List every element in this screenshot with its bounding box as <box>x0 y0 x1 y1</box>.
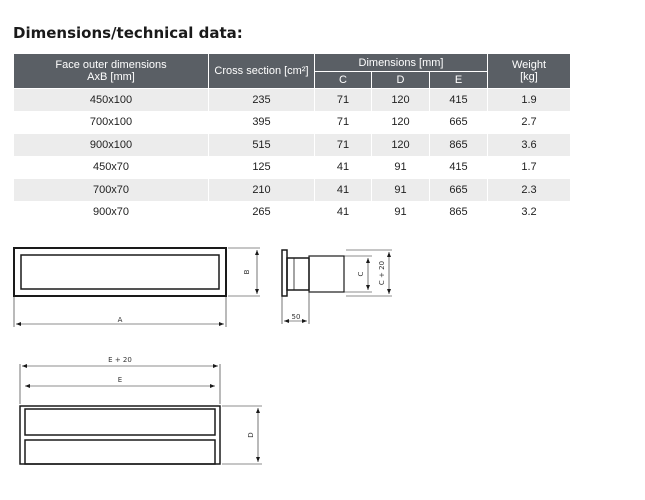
cell-face: 450x100 <box>14 89 209 112</box>
cell-face: 450x70 <box>14 156 209 179</box>
dim-label-e: E <box>117 376 123 384</box>
cell-face: 900x100 <box>14 134 209 157</box>
cell-cross: 210 <box>209 179 315 202</box>
cell-weight: 2.7 <box>488 111 571 134</box>
cell-e: 865 <box>430 134 488 157</box>
cell-d: 120 <box>372 134 430 157</box>
header-e: E <box>430 72 488 89</box>
cell-face: 700x70 <box>14 179 209 202</box>
cell-c: 71 <box>315 134 372 157</box>
cell-d: 91 <box>372 156 430 179</box>
front-face-view <box>14 248 260 327</box>
cell-weight: 1.9 <box>488 89 571 112</box>
dim-label-c-plus-20: C + 20 <box>378 260 386 286</box>
cell-c: 41 <box>315 179 372 202</box>
cell-weight: 1.7 <box>488 156 571 179</box>
length-view <box>20 364 262 464</box>
header-cross-section: Cross section [cm²] <box>209 54 315 89</box>
dim-label-50: 50 <box>291 313 301 321</box>
header-c: C <box>315 72 372 89</box>
cell-e: 415 <box>430 156 488 179</box>
cell-cross: 125 <box>209 156 315 179</box>
cell-d: 120 <box>372 89 430 112</box>
cell-face: 900x70 <box>14 201 209 224</box>
dim-label-b: B <box>243 269 251 275</box>
cell-weight: 2.3 <box>488 179 571 202</box>
cell-e: 665 <box>430 179 488 202</box>
cell-cross: 235 <box>209 89 315 112</box>
cell-e: 865 <box>430 201 488 224</box>
cell-c: 71 <box>315 89 372 112</box>
cell-cross: 265 <box>209 201 315 224</box>
cell-d: 91 <box>372 201 430 224</box>
cell-d: 120 <box>372 111 430 134</box>
cell-c: 41 <box>315 201 372 224</box>
header-d: D <box>372 72 430 89</box>
cell-d: 91 <box>372 179 430 202</box>
dim-label-e-plus-20: E + 20 <box>108 356 132 364</box>
cell-e: 415 <box>430 89 488 112</box>
cell-cross: 395 <box>209 111 315 134</box>
dim-label-d: D <box>247 432 255 438</box>
dim-label-c: C <box>357 271 365 277</box>
cell-c: 41 <box>315 156 372 179</box>
cell-weight: 3.2 <box>488 201 571 224</box>
header-weight: Weight [kg] <box>488 54 571 89</box>
dim-label-a: A <box>117 316 123 324</box>
cell-cross: 515 <box>209 134 315 157</box>
page-title: Dimensions/technical data: <box>13 24 243 42</box>
header-dimensions: Dimensions [mm] <box>315 54 488 72</box>
cell-c: 71 <box>315 111 372 134</box>
cell-weight: 3.6 <box>488 134 571 157</box>
cell-face: 700x100 <box>14 111 209 134</box>
cell-e: 665 <box>430 111 488 134</box>
header-face-dimensions: Face outer dimensions AxB [mm] <box>14 54 209 89</box>
